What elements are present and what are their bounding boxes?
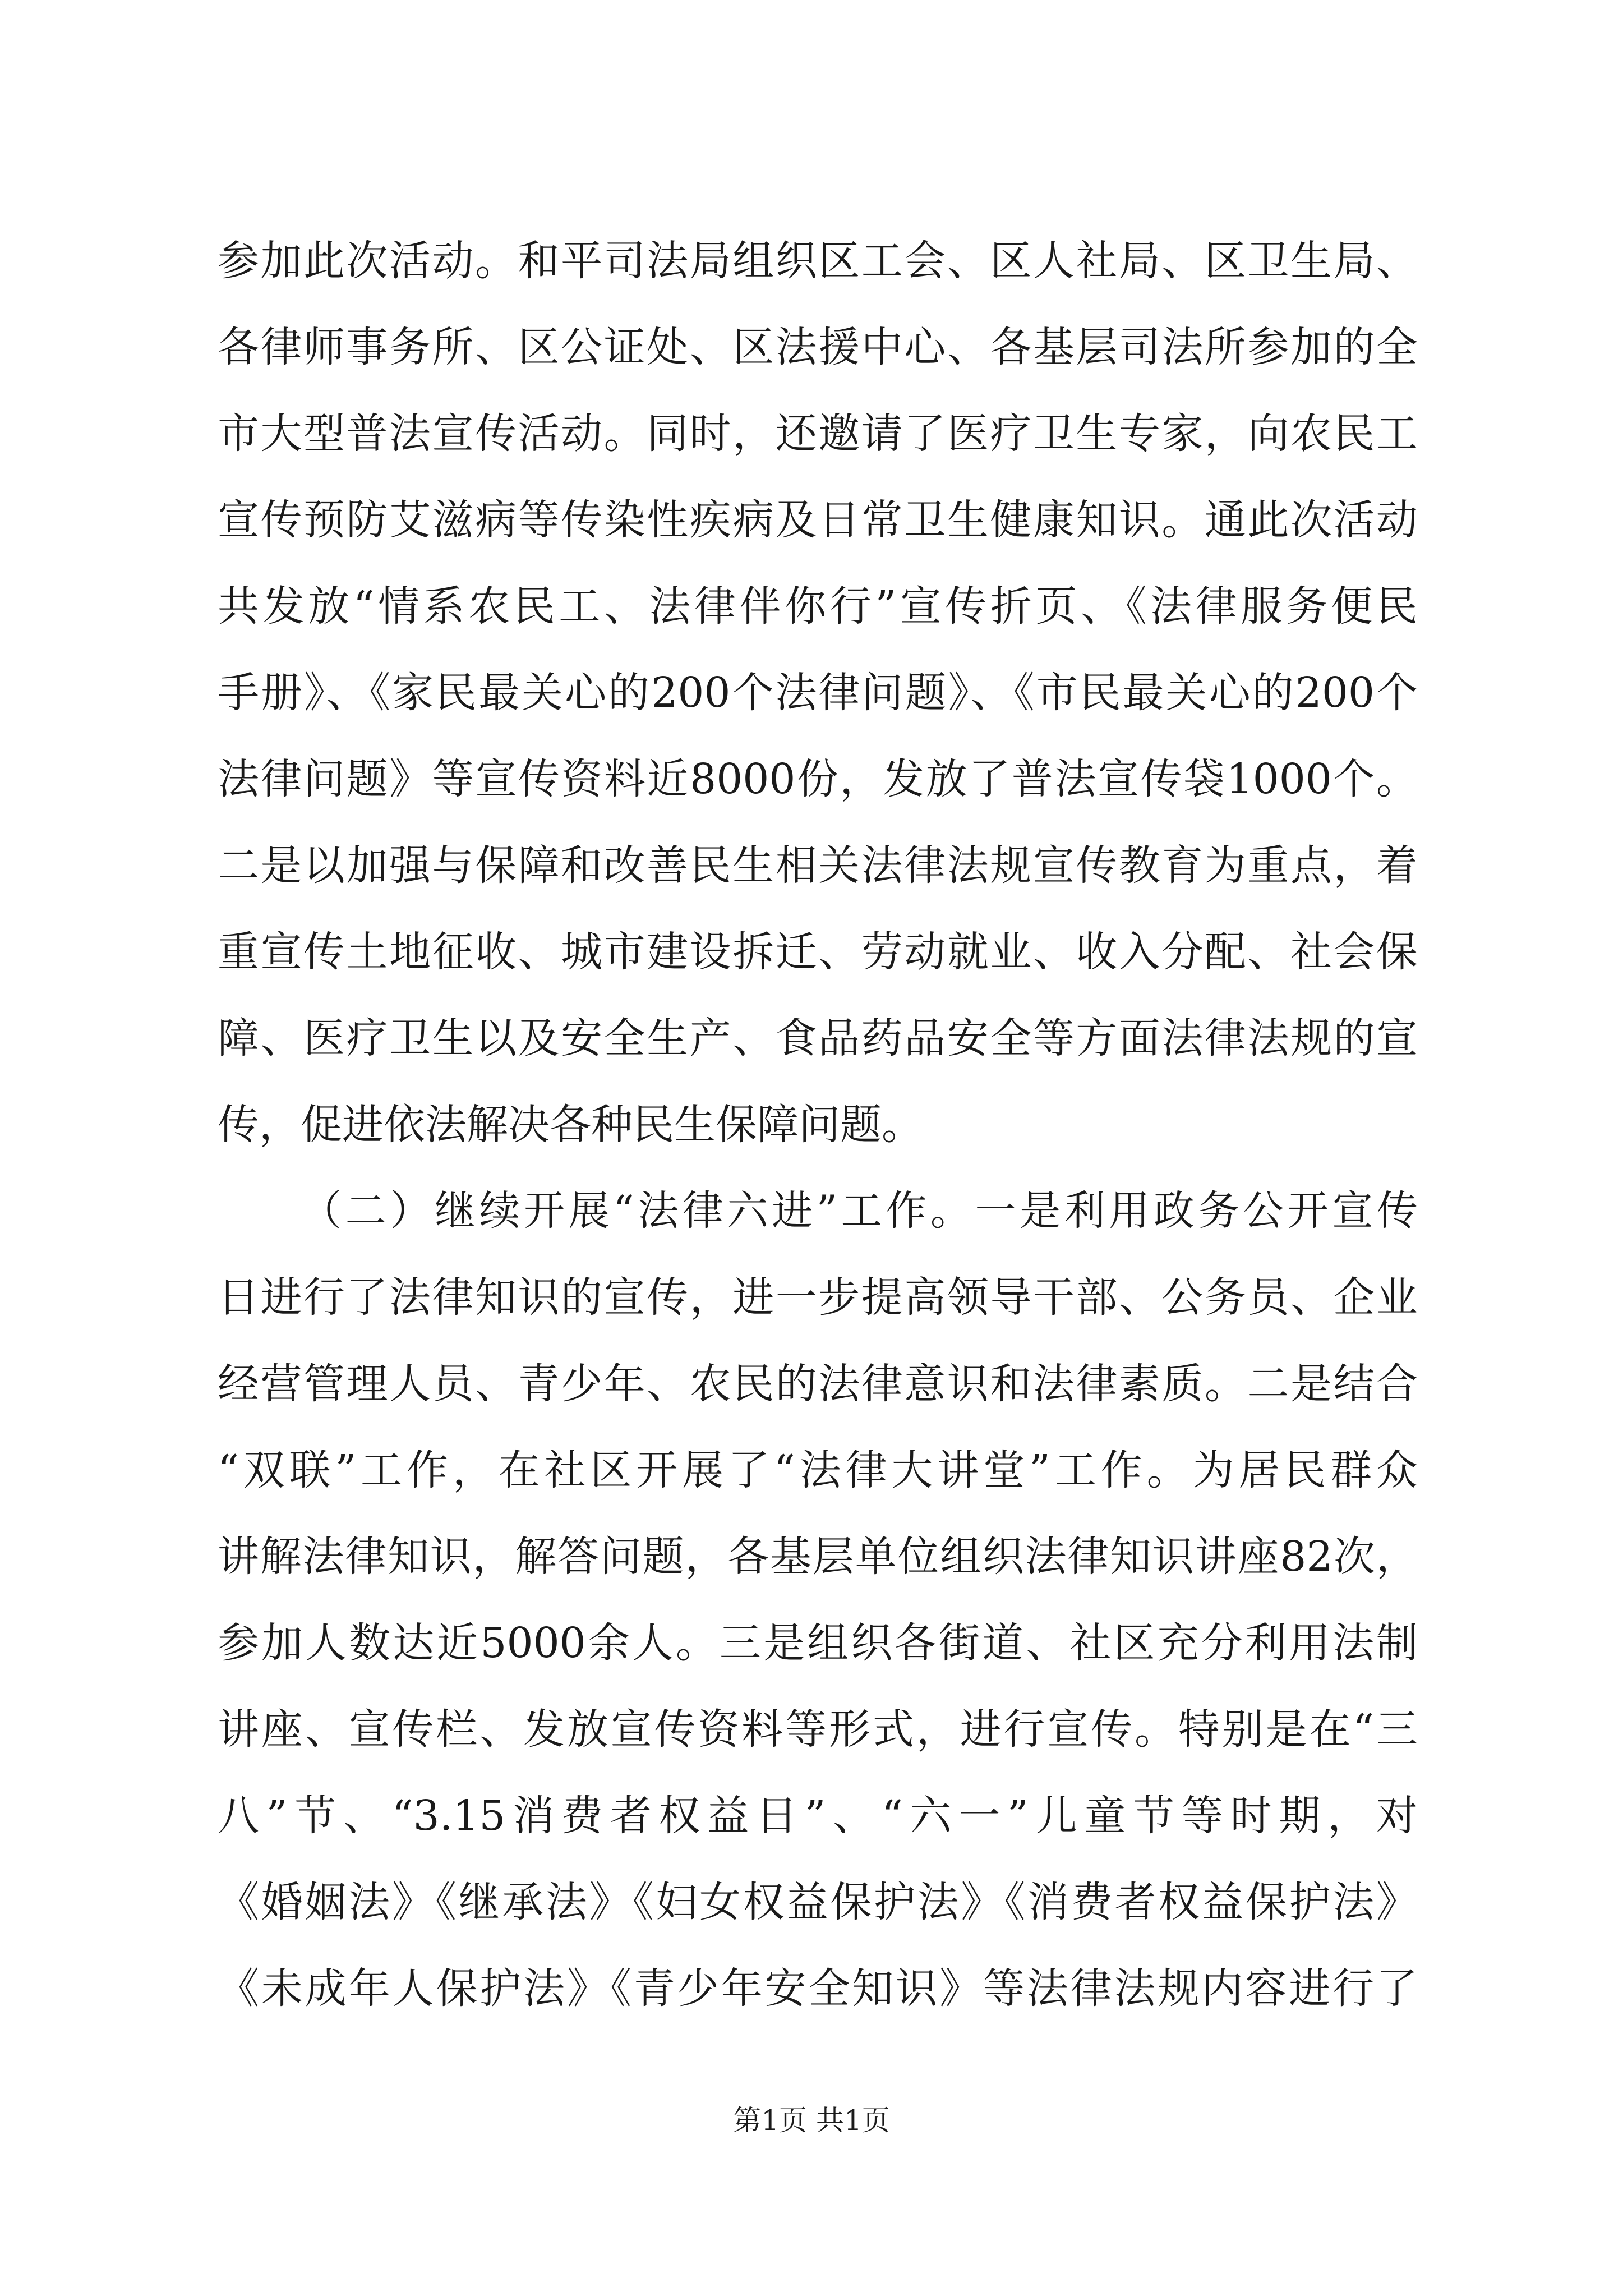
text-line: 经营管理人员、青少年、农民的法律意识和法律素质。二是结合 xyxy=(218,1360,1418,1408)
text-line: 宣传预防艾滋病等传染性疾病及日常卫生健康知识。通此次活动 xyxy=(218,496,1418,544)
text-line: 手册》、《家民最关心的200个法律问题》、《市民最关心的200个 xyxy=(218,669,1418,717)
text-line: 讲解法律知识，解答问题，各基层单位组织法律知识讲座82次， xyxy=(218,1533,1418,1581)
text-line: 共发放“情系农民工、法律伴你行”宣传折页、《法律服务便民 xyxy=(218,582,1418,631)
text-line: 《未成年人保护法》《青少年安全知识》等法律法规内容进行了 xyxy=(218,1964,1418,2013)
text-line: 八”节、“3.15消费者权益日”、“六一”儿童节等时期，对 xyxy=(218,1792,1418,1840)
text-line: 讲座、宣传栏、发放宣传资料等形式，进行宣传。特别是在“三 xyxy=(218,1705,1418,1754)
text-line: 参加此次活动。和平司法局组织区工会、区人社局、区卫生局、 xyxy=(218,237,1418,285)
text-line: 《婚姻法》《继承法》《妇女权益保护法》《消费者权益保护法》 xyxy=(218,1878,1418,1926)
text-line: 重宣传土地征收、城市建设拆迁、劳动就业、收入分配、社会保 xyxy=(218,928,1418,976)
text-line: 日进行了法律知识的宣传，进一步提高领导干部、公务员、企业 xyxy=(218,1273,1418,1322)
text-line: 二是以加强与保障和改善民生相关法律法规宣传教育为重点，着 xyxy=(218,841,1418,890)
document-body xyxy=(218,218,1418,2032)
text-line: 各律师事务所、区公证处、区法援中心、各基层司法所参加的全 xyxy=(218,323,1418,371)
text-line: 参加人数达近5000余人。三是组织各街道、社区充分利用法制 xyxy=(218,1619,1418,1667)
text-line: 法律问题》等宣传资料近8000份，发放了普法宣传袋1000个。 xyxy=(218,755,1418,803)
text-line: 障、医疗卫生以及安全生产、食品药品安全等方面法律法规的宣 xyxy=(218,1014,1418,1062)
text-line: “双联”工作，在社区开展了“法律大讲堂”工作。为居民群众 xyxy=(218,1446,1418,1494)
page-number-footer: 第1页 共1页 xyxy=(733,2104,890,2137)
text-line: 市大型普法宣传活动。同时，还邀请了医疗卫生专家，向农民工 xyxy=(218,409,1418,458)
paragraph-end-line: 传，促进依法解决各种民生保障问题。 xyxy=(218,1101,923,1149)
section-heading-line: （二）继续开展“法律六进”工作。一是利用政务公开宣传 xyxy=(301,1187,1418,1235)
